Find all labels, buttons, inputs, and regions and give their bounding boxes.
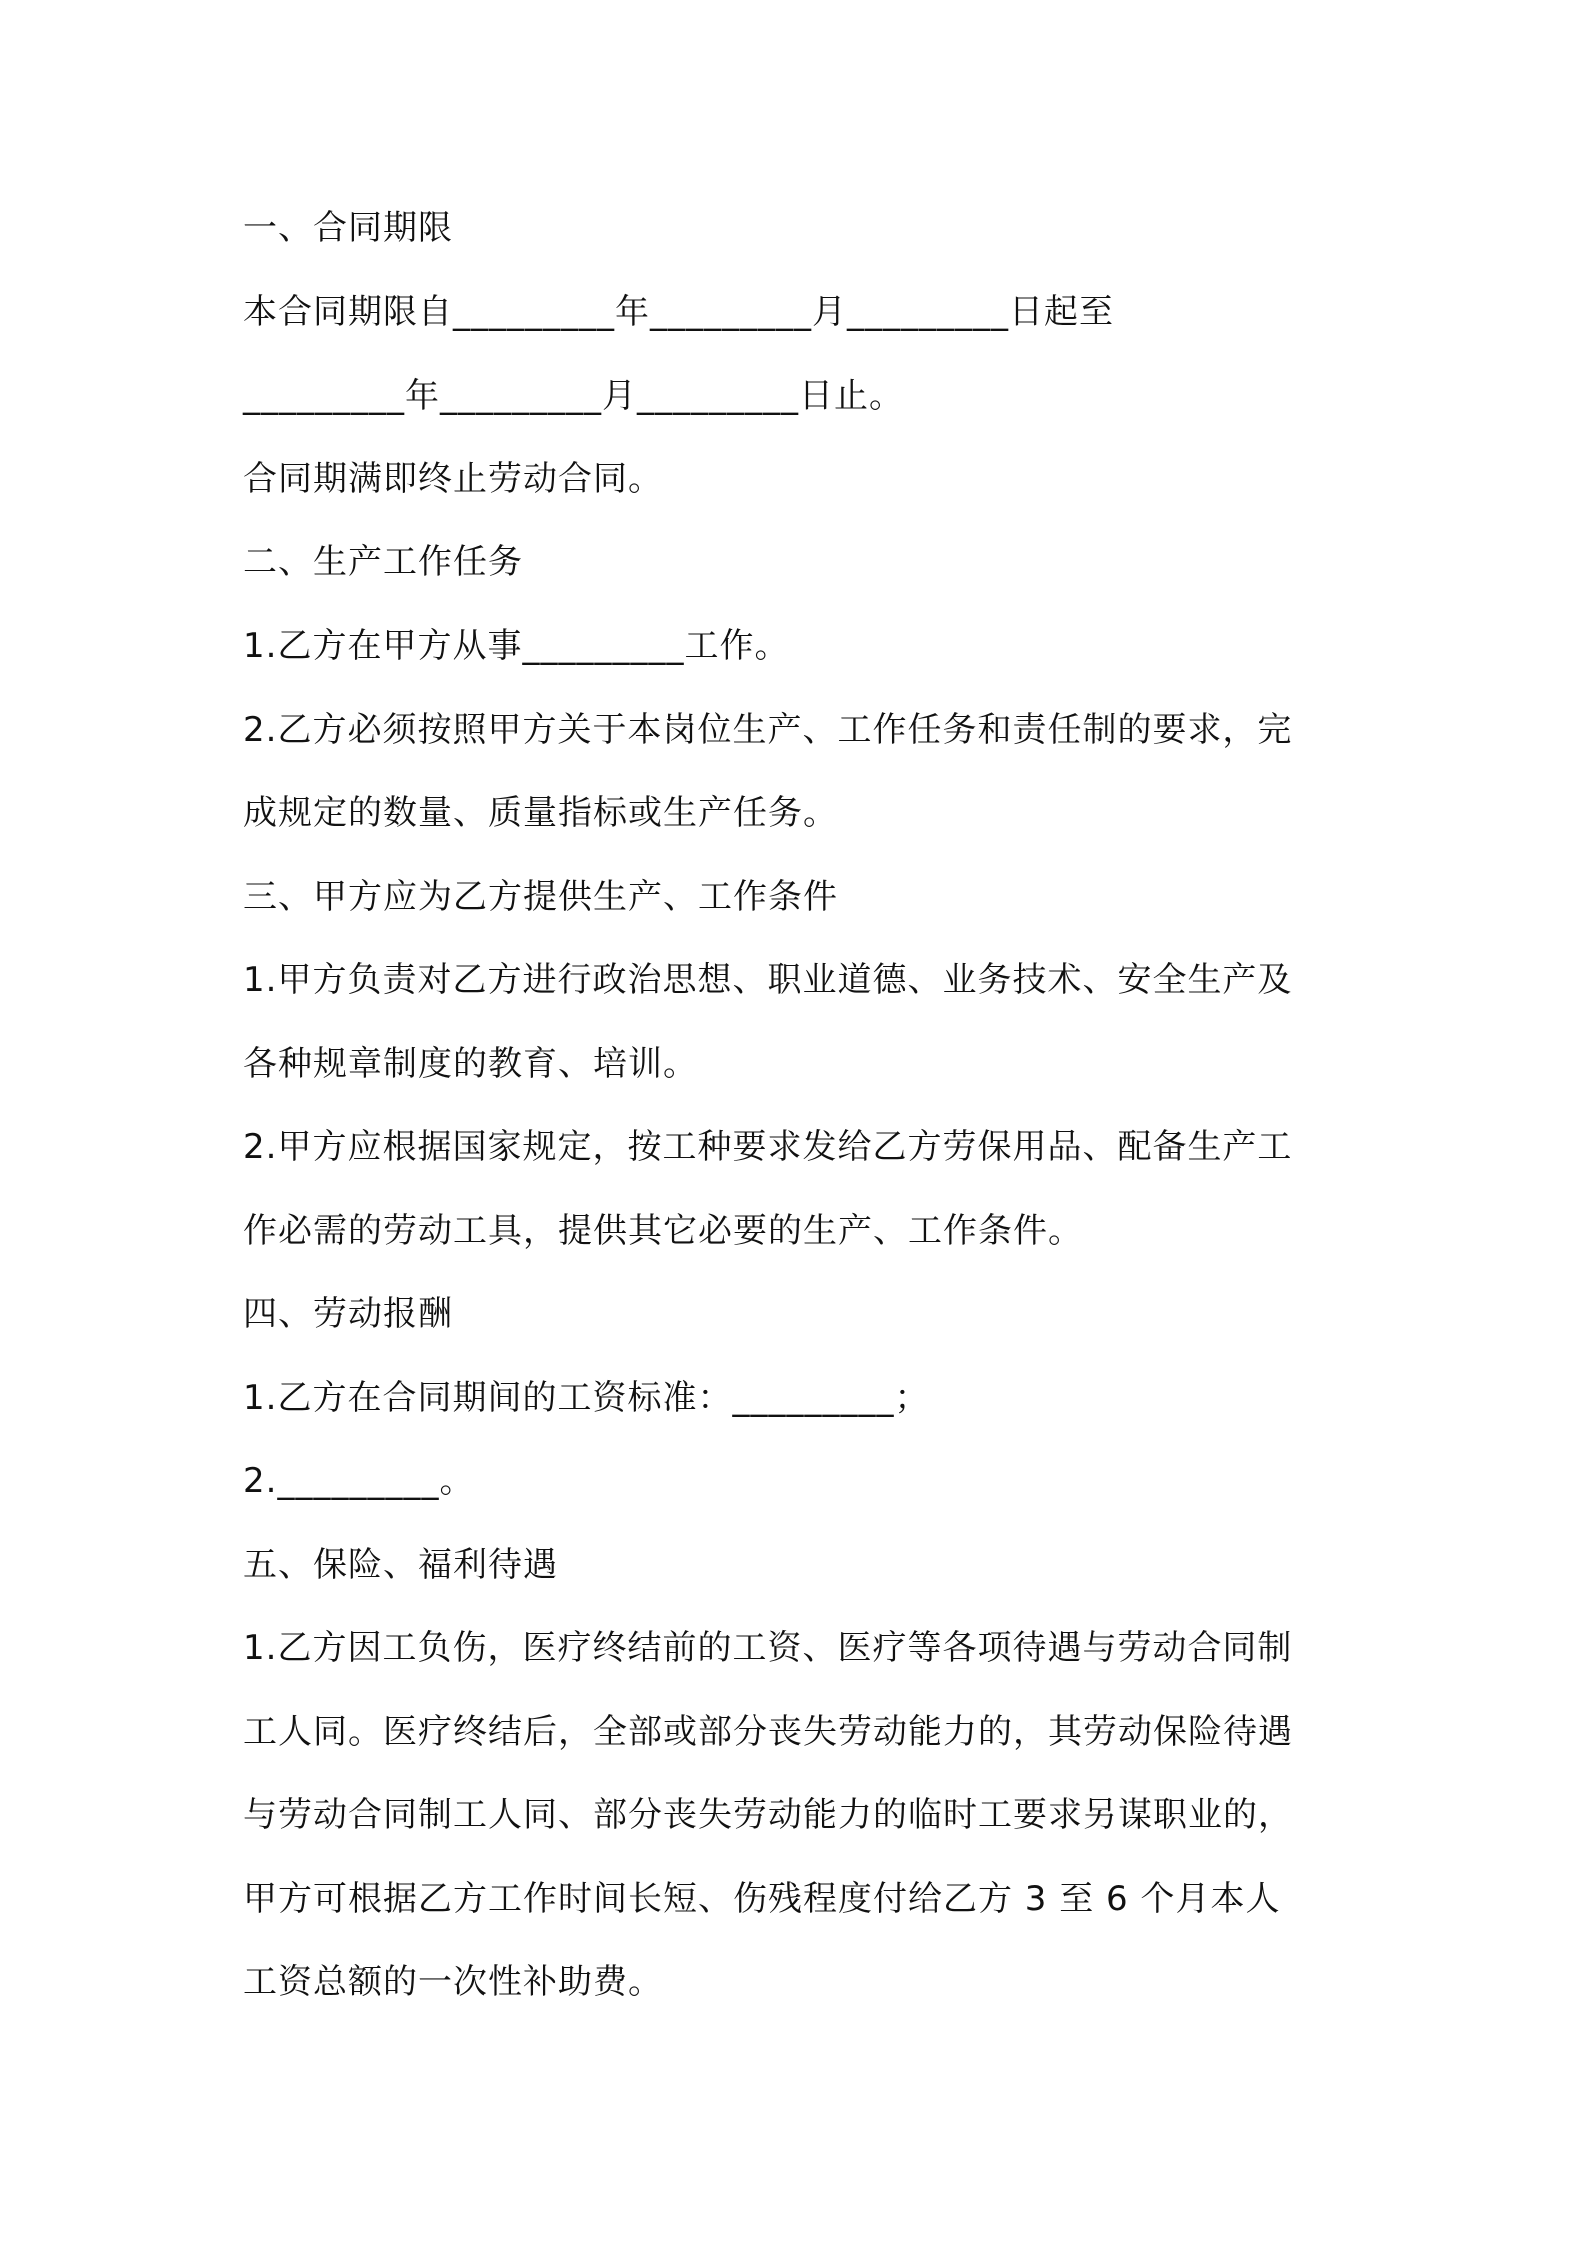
task-item-2-line-1: 2.乙方必须按照甲方关于本岗位生产、工作任务和责任制的要求，完 [243, 710, 1293, 750]
section-5-heading: 五、保险、福利待遇 [243, 1545, 558, 1585]
task-item-2-line-2: 成规定的数量、质量指标或生产任务。 [243, 793, 838, 833]
task-item-1: 1.乙方在甲方从事_________工作。 [243, 626, 790, 666]
section-4-heading: 四、劳动报酬 [243, 1294, 453, 1334]
insurance-item-1-line-1: 1.乙方因工负伤，医疗终结前的工资、医疗等各项待遇与劳动合同制 [243, 1628, 1293, 1668]
contract-term-line-3: 合同期满即终止劳动合同。 [243, 459, 663, 499]
pay-item-1: 1.乙方在合同期间的工资标准：_________； [243, 1378, 930, 1418]
contract-term-line-1: 本合同期限自_________年_________月_________日起至 [243, 292, 1114, 332]
insurance-item-1-line-4: 甲方可根据乙方工作时间长短、伤残程度付给乙方 3 至 6 个月本人 [243, 1879, 1281, 1919]
section-2-heading: 二、生产工作任务 [243, 542, 523, 582]
insurance-item-1-line-5: 工资总额的一次性补助费。 [243, 1962, 663, 2002]
pay-item-2: 2._________。 [243, 1461, 475, 1501]
condition-item-1-line-2: 各种规章制度的教育、培训。 [243, 1044, 698, 1084]
condition-item-2-line-1: 2.甲方应根据国家规定，按工种要求发给乙方劳保用品、配备生产工 [243, 1127, 1293, 1167]
contract-term-line-2: _________年_________月_________日止。 [243, 376, 904, 416]
condition-item-2-line-2: 作必需的劳动工具，提供其它必要的生产、工作条件。 [243, 1211, 1083, 1251]
condition-item-1-line-1: 1.甲方负责对乙方进行政治思想、职业道德、业务技术、安全生产及 [243, 960, 1293, 1000]
insurance-item-1-line-3: 与劳动合同制工人同、部分丧失劳动能力的临时工要求另谋职业的， [243, 1795, 1293, 1835]
section-3-heading: 三、甲方应为乙方提供生产、工作条件 [243, 877, 838, 917]
section-1-heading: 一、合同期限 [243, 208, 453, 248]
insurance-item-1-line-2: 工人同。医疗终结后，全部或部分丧失劳动能力的，其劳动保险待遇 [243, 1712, 1293, 1752]
